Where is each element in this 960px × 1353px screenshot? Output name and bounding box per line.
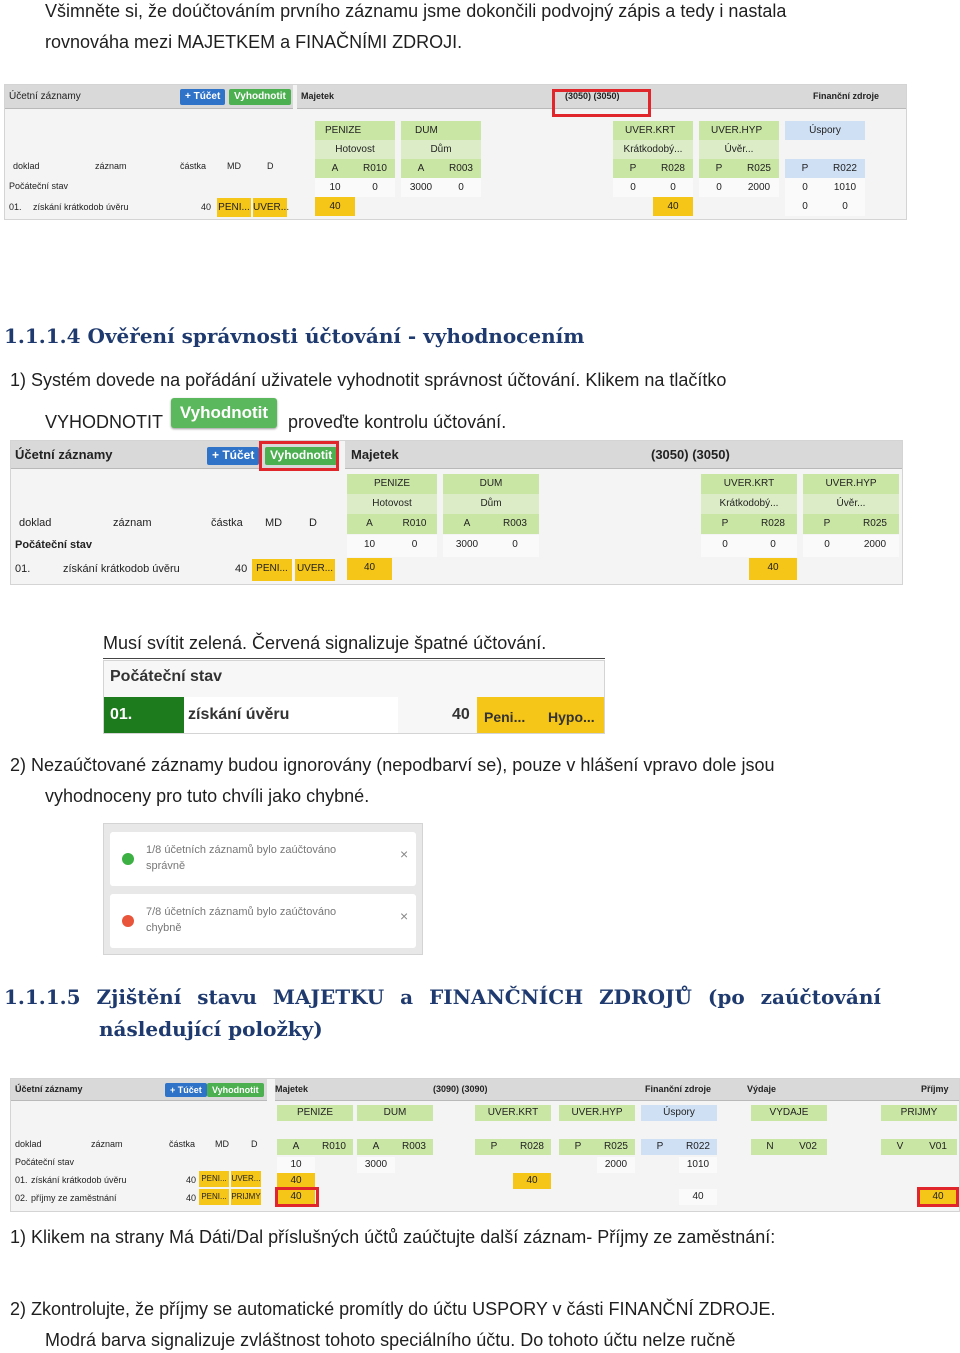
col-md: MD (265, 517, 283, 529)
red-dot-icon (122, 915, 134, 927)
highlight-penize (275, 1187, 319, 1207)
row-md[interactable]: PENI... (252, 559, 292, 581)
val: 0 (699, 178, 739, 197)
code-r003: R003 (491, 514, 539, 534)
row-amount: 40 (452, 706, 470, 723)
val: 2000 (739, 178, 779, 197)
code-r003: R003 (441, 159, 481, 178)
fin-title: Finanční zdroje (813, 91, 880, 101)
s5-p2: 2) Zkontrolujte, že příjmy se automatické promítly do účtu USPORY v části FINANČNÍ ZDROJE. (10, 1299, 776, 1319)
acc-dum[interactable]: DUM (401, 121, 481, 140)
records-title: Účetní záznamy (9, 91, 81, 102)
col-d: D (267, 161, 274, 171)
side-a: A (347, 514, 392, 534)
side-a: A (357, 1139, 395, 1155)
row-no: 01. (15, 563, 31, 575)
notification-ok-text: 1/8 účetních záznamů bylo zaúčtováno (146, 844, 337, 856)
acc-dum[interactable]: DUM (443, 474, 539, 494)
balance-count: (3090) (3090) (433, 1084, 488, 1094)
col-castka: částka (211, 517, 243, 529)
side-p: P (803, 514, 851, 534)
acc-uver: Úvěr... (699, 140, 779, 159)
acc-vydaje[interactable]: VYDAJE (751, 1105, 827, 1121)
col-d: D (251, 1139, 258, 1149)
s4-p1b-right: proveďte kontrolu účtování. (288, 412, 507, 432)
s4-p2: 2) Nezaúčtované záznamy budou ignorovány (nepodbarví se), pouze v hlášení vpravo dole jsou (10, 755, 775, 775)
vyhodnotit-button-large[interactable]: Vyhodnotit (171, 398, 277, 428)
side-p: P (701, 514, 749, 534)
majetek-title: Majetek (301, 91, 335, 101)
code-r010: R010 (392, 514, 437, 534)
val-posted: 40 (277, 1173, 315, 1189)
code-r028: R028 (513, 1139, 551, 1155)
row2-no: 02. (15, 1193, 28, 1203)
fin-title: Finanční zdroje (645, 1084, 712, 1094)
acc-kratkodoby: Krátkodobý... (701, 494, 797, 514)
col-zaznam: záznam (113, 517, 152, 529)
col-doklad: doklad (15, 1139, 42, 1149)
acc-uspory[interactable]: Úspory (785, 121, 865, 140)
row1-d[interactable]: UVER... (231, 1171, 261, 1187)
prijmy-title: Příjmy (921, 1084, 949, 1094)
col-d: D (309, 517, 317, 529)
highlight-vyhodnotit (259, 441, 339, 471)
side-p: P (641, 1139, 679, 1155)
code-r010: R010 (315, 1139, 353, 1155)
col-doklad: doklad (13, 161, 40, 171)
code-r028: R028 (653, 159, 693, 178)
val: 0 (749, 535, 797, 557)
code-r022: R022 (825, 159, 865, 178)
val-prijmy: 40 (919, 1189, 957, 1205)
heading-4: 1.1.1.4 Ověření správnosti účtování - vyhodnocením (4, 324, 585, 348)
code-r025: R025 (597, 1139, 635, 1155)
majetek-title: Majetek (351, 447, 399, 462)
row-md[interactable]: Peni... (484, 709, 526, 725)
val-posted: 40 (749, 558, 797, 580)
notification-ok-text-2: správně (146, 860, 186, 872)
vyhodnotit-button[interactable]: Vyhodnotit (265, 447, 337, 465)
row2-d[interactable]: PRIJMY (231, 1189, 261, 1205)
screenshot-2 (10, 440, 903, 585)
vyhodnotit-button[interactable]: Vyhodnotit (207, 1083, 264, 1097)
row-text: získání úvěru (188, 706, 290, 723)
row1-md[interactable]: PENI... (199, 1171, 229, 1187)
records-title: Účetní záznamy (15, 447, 113, 462)
acc-kratkodoby: Krátkodobý... (613, 140, 693, 159)
notification-err-text-2: chybně (146, 922, 182, 934)
code-r028: R028 (749, 514, 797, 534)
row2-amount: 40 (186, 1193, 197, 1203)
row-amount: 40 (235, 563, 248, 575)
acc-uverkrt[interactable]: UVER.KRT (613, 121, 693, 140)
heading-5b: následující položky) (99, 1017, 323, 1041)
val: 3000 (401, 178, 441, 197)
screenshot-1 (4, 84, 907, 220)
s4-p1b-left: VYHODNOTIT (45, 412, 164, 432)
acc-prijmy[interactable]: PRIJMY (881, 1105, 957, 1121)
val: 2000 (597, 1157, 635, 1173)
acc-uverhyp[interactable]: UVER.HYP (559, 1105, 635, 1121)
green-note: Musí svítit zelená. Červená signalizuje špatné účtování. (103, 633, 547, 653)
side-a: A (315, 159, 355, 178)
col-md: MD (215, 1139, 229, 1149)
val: 1010 (679, 1157, 717, 1173)
val: 0 (785, 197, 825, 216)
tucet-button[interactable]: + Túčet (180, 89, 225, 105)
acc-uverkrt[interactable]: UVER.KRT (701, 474, 797, 494)
val-posted: 40 (653, 197, 693, 216)
col-castka: částka (180, 161, 207, 171)
row1-no: 01. (15, 1175, 28, 1185)
notification-err-text: 7/8 účetních záznamů bylo zaúčtováno (146, 906, 337, 918)
side-p: P (699, 159, 739, 178)
balance-count: (3050) (3050) (565, 91, 620, 101)
screenshot-notifications (103, 823, 423, 955)
green-dot-icon (122, 853, 134, 865)
row1-amount: 40 (186, 1175, 197, 1185)
row-text: získání krátkodob úvěru (33, 202, 129, 212)
row2-md[interactable]: PENI... (199, 1189, 229, 1205)
row-text: získání krátkodob úvěru (63, 563, 180, 575)
val: 0 (491, 535, 539, 557)
row-d[interactable]: UVER... (253, 198, 287, 217)
pocatecni-label: Počáteční stav (110, 668, 223, 685)
screenshot-3 (10, 1078, 960, 1212)
val-posted-2: 40 (277, 1189, 315, 1205)
val: 0 (785, 178, 825, 197)
acc-dum[interactable]: DUM (357, 1105, 433, 1121)
acc-penize[interactable]: PENIZE (347, 474, 437, 494)
acc-dum-label: Dům (443, 494, 539, 514)
pocatecni-label: Počáteční stav (9, 181, 69, 191)
intro-line-2: rovnováha mezi MAJETKEM a FINAČNÍMI ZDROJI. (45, 32, 463, 52)
code-v02: V02 (789, 1139, 827, 1155)
s4-p2b: vyhodnoceny pro tuto chvíli jako chybné. (45, 786, 370, 806)
col-doklad: doklad (19, 517, 52, 529)
row1-text: získání krátkodob úvěru (31, 1175, 127, 1185)
code-r022: R022 (679, 1139, 717, 1155)
vydaje-title: Výdaje (747, 1084, 777, 1094)
val: 0 (653, 178, 693, 197)
highlight-prijmy (917, 1187, 959, 1207)
val: 0 (441, 178, 481, 197)
balance-count: (3050) (3050) (651, 447, 730, 462)
val-posted: 40 (347, 558, 392, 580)
tucet-button[interactable]: + Túčet (207, 447, 259, 465)
acc-uverhyp[interactable]: UVER.HYP (803, 474, 899, 494)
side-p: P (559, 1139, 597, 1155)
code-r025: R025 (851, 514, 899, 534)
pocatecni-label: Počáteční stav (15, 1157, 75, 1167)
records-title: Účetní záznamy (15, 1084, 83, 1094)
val: 10 (347, 535, 392, 557)
vyhodnotit-button[interactable]: Vyhodnotit (229, 89, 291, 105)
side-n: N (751, 1139, 789, 1155)
row-no: 01. (9, 202, 22, 212)
col-castka: částka (169, 1139, 196, 1149)
val: 10 (277, 1157, 315, 1173)
row-md[interactable]: PENI... (217, 198, 251, 217)
side-p: P (613, 159, 653, 178)
s5-p1: 1) Klikem na strany Má Dáti/Dal příslušných účtů zaúčtujte další záznam- Příjmy ze zaměstnání: (10, 1227, 776, 1247)
screenshot-status (103, 660, 605, 734)
acc-uverkrt[interactable]: UVER.KRT (475, 1105, 551, 1121)
majetek-title: Majetek (275, 1084, 309, 1094)
acc-hotovost: Hotovost (347, 494, 437, 514)
side-p: P (785, 159, 825, 178)
val: 3000 (357, 1157, 395, 1173)
acc-penize[interactable]: PENIZE (315, 121, 395, 140)
acc-uspory[interactable]: Úspory (641, 1105, 717, 1121)
tucet-button[interactable]: + Túčet (165, 1083, 207, 1097)
row-no: 01. (110, 706, 133, 723)
code-r003: R003 (395, 1139, 433, 1155)
row-d[interactable]: UVER... (295, 559, 335, 581)
val: 0 (613, 178, 653, 197)
notification-err (110, 894, 416, 948)
row-amount: 40 (201, 202, 212, 212)
side-a: A (443, 514, 491, 534)
acc-uver: Úvěr... (803, 494, 899, 514)
side-a: A (277, 1139, 315, 1155)
heading-5: 1.1.1.5 Zjištění stavu MAJETKU a FINANČNÍCH ZDROJŮ (po zaúčtování (4, 985, 881, 1009)
val: 0 (825, 197, 865, 216)
val: 0 (355, 178, 395, 197)
val: 1010 (825, 178, 865, 197)
row2-text: příjmy ze zaměstnání (31, 1193, 117, 1203)
divider (103, 658, 605, 659)
s5-p2b: Modrá barva signalizuje zvláštnost tohoto speciálního účtu. Do tohoto účtu nelze ručně (45, 1330, 736, 1350)
code-r025: R025 (739, 159, 779, 178)
val-uspory: 40 (679, 1189, 717, 1205)
s4-p1: 1) Systém dovede na pořádání uživatele vyhodnotit správnost účtování. Klikem na tlačítko (10, 370, 727, 390)
val-posted: 40 (513, 1173, 551, 1189)
side-v: V (881, 1139, 919, 1155)
val-posted: 40 (315, 197, 355, 216)
notification-ok (110, 832, 416, 886)
code-v01: V01 (919, 1139, 957, 1155)
code-r010: R010 (355, 159, 395, 178)
row-d[interactable]: Hypo... (548, 709, 595, 725)
close-icon[interactable]: × (400, 908, 409, 924)
col-zaznam: záznam (91, 1139, 123, 1149)
highlight-balance (552, 89, 651, 117)
val: 0 (392, 535, 437, 557)
acc-dum-label: Dům (401, 140, 481, 159)
val: 0 (701, 535, 749, 557)
col-zaznam: záznam (95, 161, 127, 171)
val: 2000 (851, 535, 899, 557)
acc-uverhyp[interactable]: UVER.HYP (699, 121, 779, 140)
close-icon[interactable]: × (400, 846, 409, 862)
val: 0 (803, 535, 851, 557)
acc-penize[interactable]: PENIZE (277, 1105, 353, 1121)
pocatecni-label: Počáteční stav (15, 539, 93, 551)
col-md: MD (227, 161, 241, 171)
val: 3000 (443, 535, 491, 557)
acc-hotovost: Hotovost (315, 140, 395, 159)
val: 10 (315, 178, 355, 197)
side-a: A (401, 159, 441, 178)
side-p: P (475, 1139, 513, 1155)
intro-line-1: Všimněte si, že doúčtováním prvního záznamu jsme dokončili podvojný zápis a tedy i nastala (45, 1, 787, 21)
